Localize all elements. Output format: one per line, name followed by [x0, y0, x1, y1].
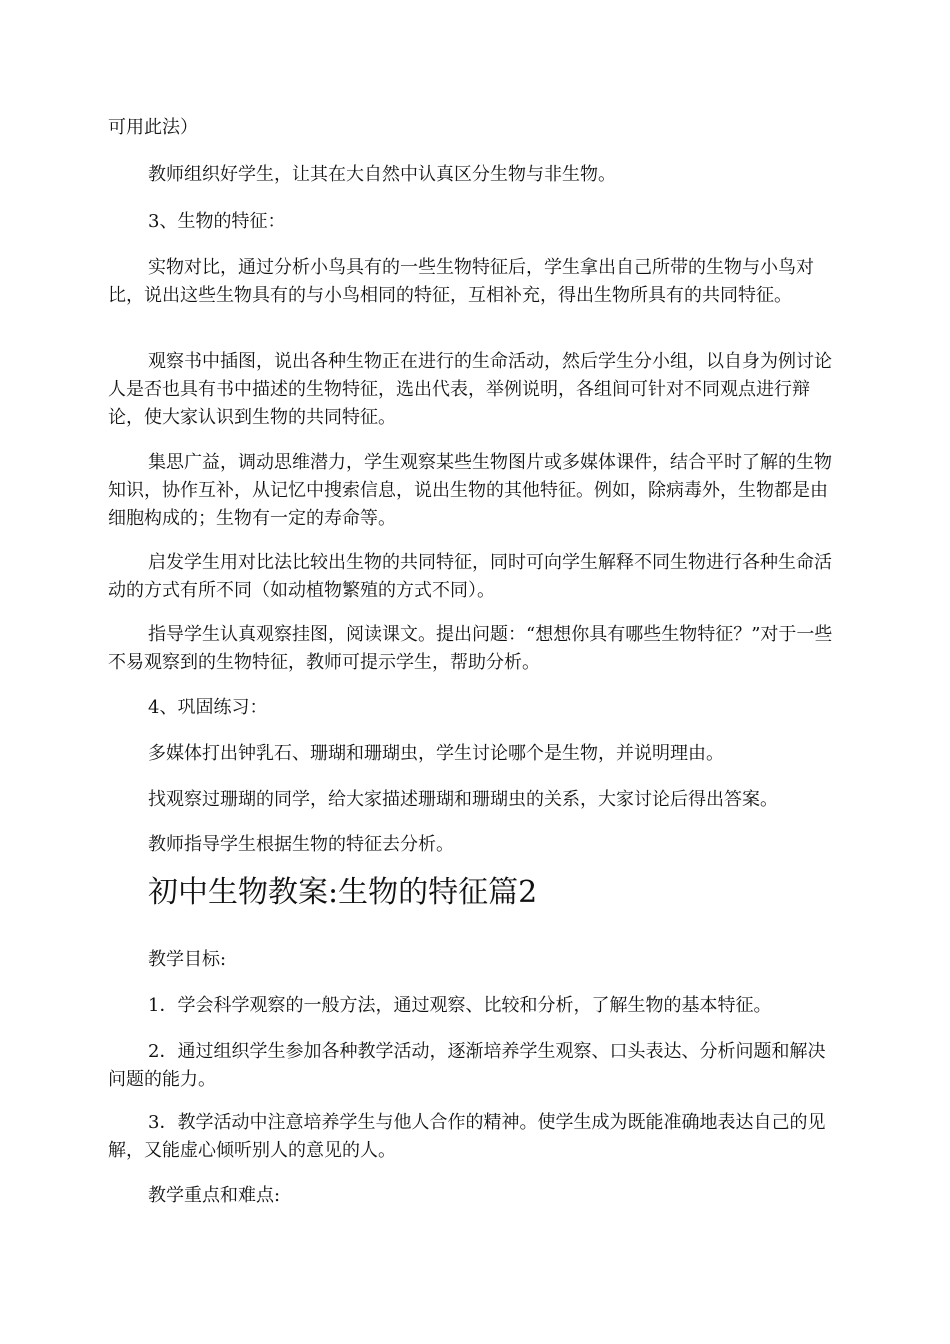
paragraph-wall-chart: 指导学生认真观察挂图，阅读课文。提出问题：“想想你具有哪些生物特征？”对于一些不易观察到的生物特征，教师可提示学生，帮助分析。	[108, 624, 833, 673]
paragraph-organize-students: 教师组织好学生，让其在大自然中认真区分生物与非生物。	[148, 164, 616, 185]
paragraph-illustrations: 观察书中插图，说出各种生物正在进行的生命活动，然后学生分小组，以自身为例讨论人是否也具有书中描述的生物特征，选出代表，举例说明，各组间可针对不同观点进行辩论，使大家认识到生物的共同特征。	[108, 351, 832, 428]
objective-3: 3．教学活动中注意培养学生与他人合作的精神。使学生成为既能准确地表达自己的见解，又能虚心倾听别人的意见的人。	[108, 1112, 826, 1161]
paragraph-continuation: 可用此法）	[108, 117, 198, 138]
paragraph-coral: 找观察过珊瑚的同学，给大家描述珊瑚和珊瑚虫的关系，大家讨论后得出答案。	[148, 789, 778, 810]
paragraph-contrast-method: 启发学生用对比法比较出生物的共同特征，同时可向学生解释不同生物进行各种生命活动的方式有所不同（如动植物繁殖的方式不同）。	[108, 552, 832, 601]
paragraph-teacher-guide: 教师指导学生根据生物的特征去分析。	[148, 834, 454, 855]
section-heading-practice: 4、巩固练习：	[148, 697, 268, 718]
paragraph-multimedia: 多媒体打出钟乳石、珊瑚和珊瑚虫，学生讨论哪个是生物，并说明理由。	[148, 743, 724, 764]
objective-2: 2．通过组织学生参加各种教学活动，逐渐培养学生观察、口头表达、分析问题和解决问题的能力。	[108, 1041, 826, 1090]
objective-1: 1．学会科学观察的一般方法，通过观察、比较和分析，了解生物的基本特征。	[148, 995, 772, 1016]
paragraph-comparison: 实物对比，通过分析小鸟具有的一些生物特征后，学生拿出自己所带的生物与小鸟对比，说出这些生物具有的与小鸟相同的特征，互相补充，得出生物所具有的共同特征。	[108, 257, 814, 306]
section-heading-features: 3、生物的特征：	[148, 211, 286, 232]
paragraph-brainstorm: 集思广益，调动思维潜力，学生观察某些生物图片或多媒体课件，结合平时了解的生物知识，协作互补，从记忆中搜索信息，说出生物的其他特征。例如，除病毒外，生物都是由细胞构成的；生物有一定的寿命等。	[108, 452, 832, 529]
label-teaching-objectives: 教学目标:	[148, 949, 227, 970]
label-key-points: 教学重点和难点:	[148, 1185, 281, 1206]
article-heading: 初中生物教案:生物的特征篇2	[148, 875, 538, 910]
